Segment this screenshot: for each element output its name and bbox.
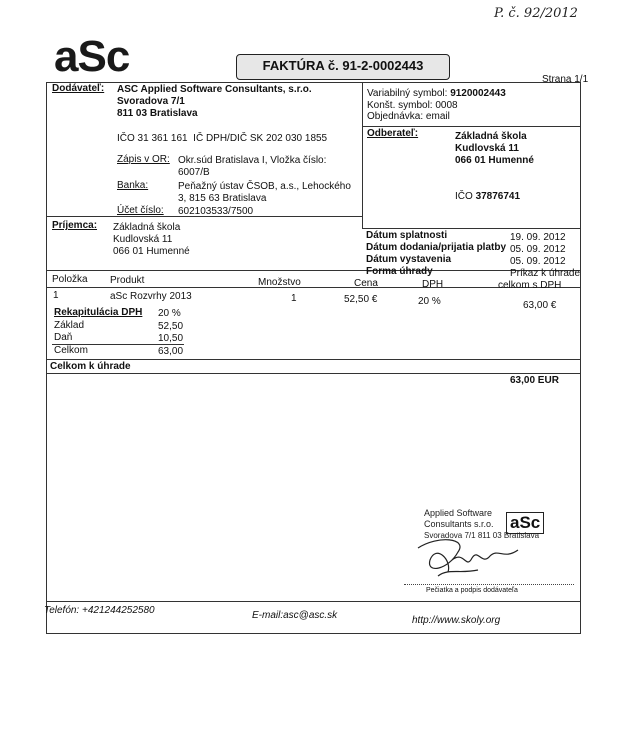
payment-form-label: Forma úhrady <box>366 266 433 277</box>
row-total: 63,00 € <box>523 300 557 311</box>
col-header-product: Produkt <box>110 275 145 286</box>
bank-line1: Peňažný ústav ČSOB, a.s., Lehockého <box>178 181 351 192</box>
payable-value: 63,00 EUR <box>510 375 559 386</box>
customer-label: Odberateľ: <box>367 128 419 139</box>
signature-line <box>404 584 574 585</box>
stamp-logo: aSc <box>506 512 544 534</box>
customer-ico-label: IČO <box>455 191 473 202</box>
footer-email: E-mail:asc@asc.sk <box>252 610 338 621</box>
recap-tax-value: 10,50 <box>158 333 184 344</box>
supplier-street: Svoradova 7/1 <box>117 96 185 107</box>
recap-bottom-line <box>46 359 580 360</box>
recap-base-label: Základ <box>54 320 85 331</box>
recap-base-value: 52,50 <box>158 321 184 332</box>
company-logo: aSc <box>54 32 130 81</box>
account-value: 602103533/7500 <box>178 206 254 217</box>
recipient-street: Kudlovská 11 <box>113 234 173 245</box>
supplier-city: 811 03 Bratislava <box>117 108 198 119</box>
header-divider <box>362 82 363 228</box>
due-date-value: 19. 09. 2012 <box>510 232 566 243</box>
customer-street: Kudlovská 11 <box>455 143 519 154</box>
recipient-name: Základná škola <box>113 222 181 233</box>
symbols-divider <box>362 126 580 127</box>
row-price: 52,50 € <box>344 294 378 305</box>
registry-line2: 6007/B <box>178 167 210 178</box>
customer-city: 066 01 Humenné <box>455 155 534 166</box>
supplier-name: ASC Applied Software Consultants, s.r.o. <box>117 84 312 95</box>
footer-web: http://www.skoly.org <box>412 615 501 626</box>
variable-symbol-label: Variabilný symbol: <box>367 88 448 99</box>
registry-line1: Okr.súd Bratislava I, Vložka číslo: <box>178 155 327 166</box>
variable-symbol-value: 9120002443 <box>450 88 506 99</box>
account-label: Účet číslo: <box>117 205 164 216</box>
customer-divider <box>362 228 580 229</box>
stamp-caption: Pečiatka a podpis dodávateľa <box>426 587 518 594</box>
footer-line <box>46 601 580 602</box>
signature <box>408 530 528 580</box>
payable-label: Celkom k úhrade <box>50 361 131 372</box>
recipient-city: 066 01 Humenné <box>113 246 190 257</box>
supplier-ids: IČO 31 361 161 IČ DPH/DIČ SK 202 030 1855 <box>117 133 328 144</box>
col-header-price: Cena <box>354 278 378 289</box>
row-item: 1 <box>53 290 59 301</box>
issue-date-label: Dátum vystavenia <box>366 254 452 265</box>
variable-symbol <box>367 88 506 99</box>
bank-line2: 3, 815 63 Bratislava <box>178 193 267 204</box>
stamp-line1: Applied Software <box>424 508 493 518</box>
supplier-label: Dodávateľ: <box>52 83 105 94</box>
recap-tax-label: Daň <box>54 332 73 343</box>
invoice-title: FAKTÚRA č. 91-2-0002443 <box>236 54 450 80</box>
delivery-date-label: Dátum dodania/prijatia platby <box>366 242 507 253</box>
row-quantity: 1 <box>291 293 297 304</box>
delivery-date-value: 05. 09. 2012 <box>510 244 566 255</box>
row-vat: 20 % <box>418 296 441 307</box>
stamp-line2: Consultants s.r.o. <box>424 519 494 529</box>
order-reference: Objednávka: email <box>367 111 450 122</box>
bank-label: Banka: <box>117 180 149 191</box>
handwritten-note: P. č. 92/2012 <box>494 6 578 21</box>
recipient-label: Príjemca: <box>52 220 98 231</box>
page-label: Strana 1/1 <box>542 74 589 85</box>
issue-date-value: 05. 09. 2012 <box>510 256 566 267</box>
col-header-item: Položka <box>52 274 88 285</box>
table-top-line <box>46 270 580 271</box>
recap-title: Rekapitulácia DPH <box>54 307 143 318</box>
constant-symbol: Konšt. symbol: 0008 <box>367 100 458 111</box>
recap-total-label: Celkom <box>54 345 88 356</box>
col-header-quantity: Množstvo <box>258 277 301 288</box>
due-date-label: Dátum splatnosti <box>366 230 448 241</box>
col-header-total: celkom s DPH <box>498 280 562 291</box>
footer-phone: Telefón: +421244252580 <box>44 605 155 616</box>
customer-ico <box>455 191 520 202</box>
customer-name: Základná škola <box>455 131 527 142</box>
payment-form-value: Príkaz k úhrade <box>510 268 581 279</box>
registry-label: Zápis v OR: <box>117 154 170 165</box>
stamp-line3: Svoradova 7/1 811 03 Bratislava <box>424 531 540 540</box>
payable-line <box>46 373 580 374</box>
col-header-vat: DPH <box>422 279 444 290</box>
recap-rate: 20 % <box>158 308 181 319</box>
customer-ico-value: 37876741 <box>475 191 521 202</box>
recap-total-value: 63,00 <box>158 346 184 357</box>
row-product: aSc Rozvrhy 2013 <box>110 291 192 302</box>
